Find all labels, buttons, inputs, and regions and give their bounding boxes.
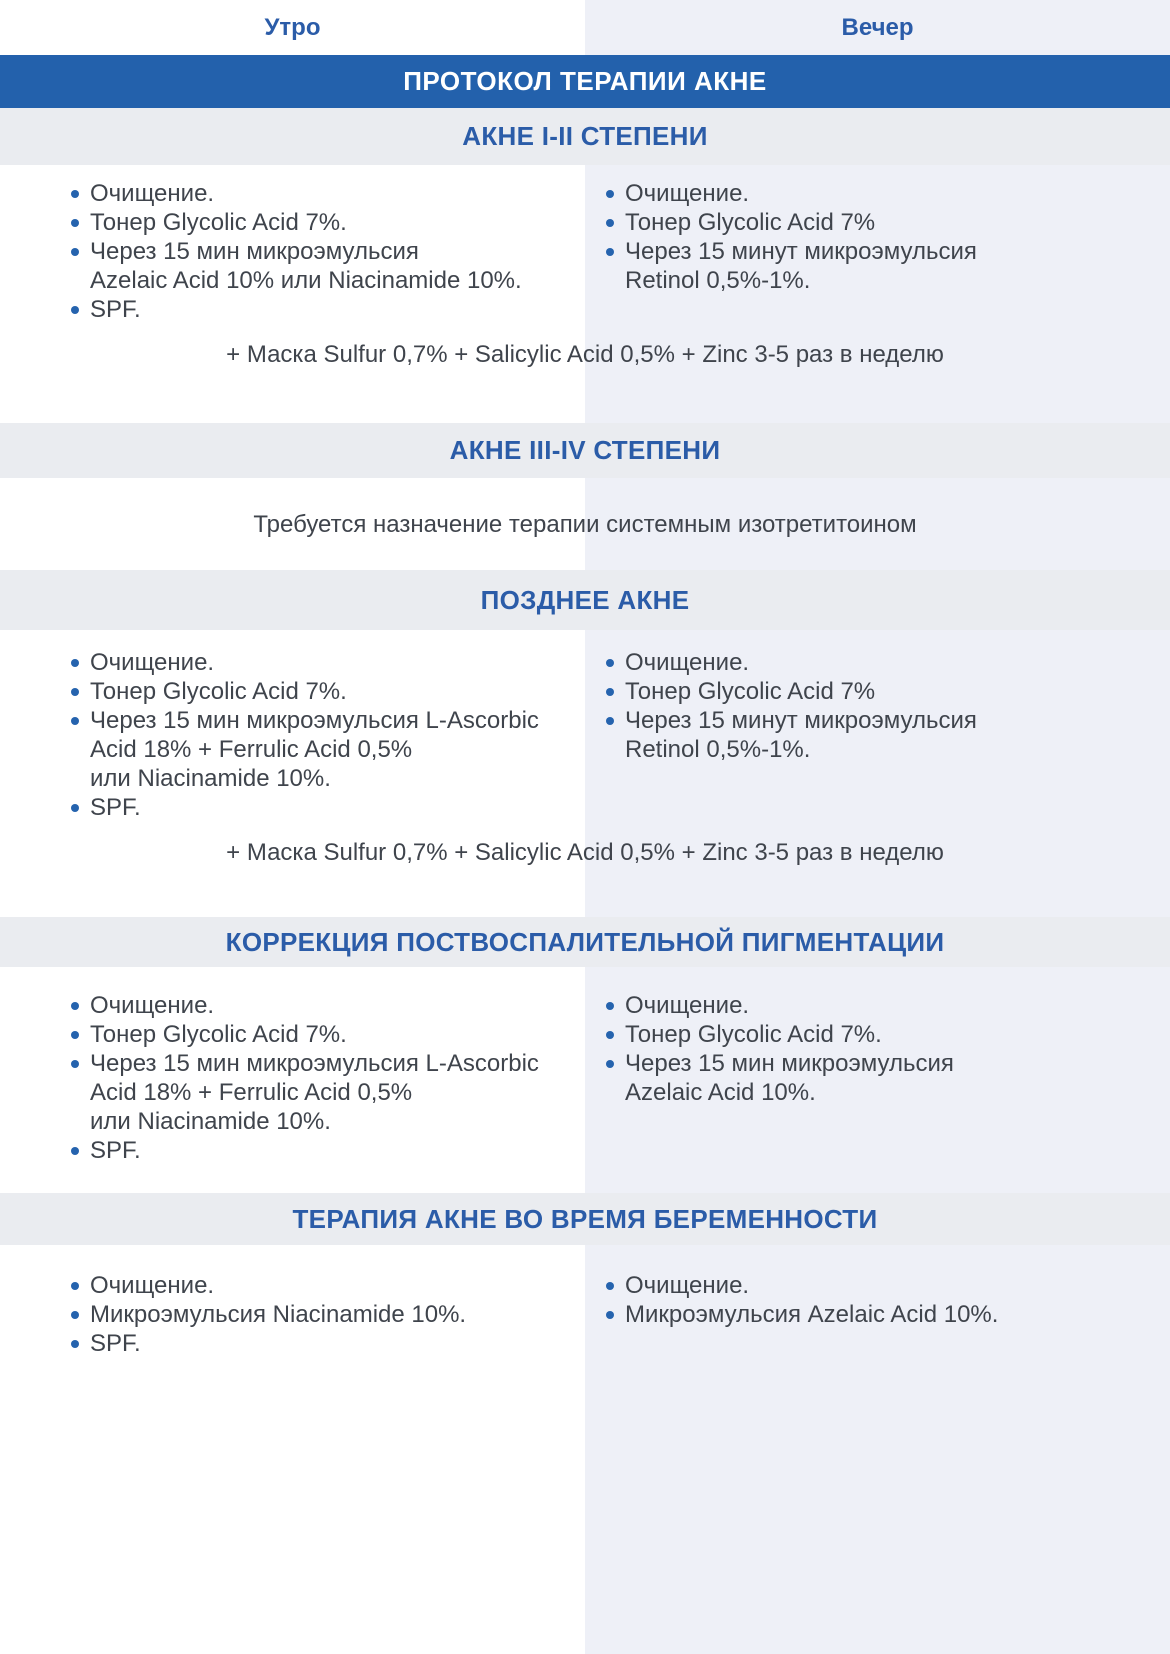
section-title-text: ТЕРАПИЯ АКНЕ ВО ВРЕМЯ БЕРЕМЕННОСТИ	[292, 1203, 878, 1234]
morning-steps-list	[0, 967, 585, 1165]
bullet-icon	[71, 1060, 79, 1068]
treatment-step: SPF.	[90, 295, 575, 324]
bullet-icon	[606, 1002, 614, 1010]
protocol-title-banner	[0, 55, 1170, 108]
bullet-icon	[71, 306, 79, 314]
treatment-step: Микроэмульсия Niacinamide 10%.	[90, 1300, 575, 1329]
bullet-icon	[71, 688, 79, 696]
section-title-late-acne	[0, 570, 1170, 630]
treatment-step: Тонер Glycolic Acid 7%.	[90, 677, 575, 706]
morning-column	[0, 1245, 585, 1358]
evening-steps-list	[585, 165, 1170, 295]
bullet-icon	[71, 717, 79, 725]
morning-column	[0, 165, 585, 324]
treatment-step: Очищение.	[90, 648, 575, 677]
bullet-icon	[71, 659, 79, 667]
section-title-acne-1-2	[0, 108, 1170, 165]
bullet-icon	[71, 1311, 79, 1319]
morning-steps-list	[0, 1245, 585, 1358]
morning-column	[0, 967, 585, 1165]
evening-column	[585, 630, 1170, 822]
section-content-acne-1-2	[0, 165, 1170, 423]
section-content-acne-3-4	[0, 478, 1170, 570]
bullet-icon	[71, 219, 79, 227]
evening-column	[585, 1245, 1170, 1358]
bullet-icon	[606, 1060, 614, 1068]
treatment-step: Микроэмульсия Azelaic Acid 10%.	[625, 1300, 1160, 1329]
section-title-text: КОРРЕКЦИЯ ПОСТВОСПАЛИТЕЛЬНОЙ ПИГМЕНТАЦИИ	[225, 926, 945, 957]
treatment-step: Очищение.	[625, 648, 1160, 677]
treatment-step: Очищение.	[625, 1271, 1160, 1300]
morning-column	[0, 630, 585, 822]
section-title-text: ПОЗДНЕЕ АКНЕ	[480, 584, 690, 615]
bullet-icon	[71, 804, 79, 812]
evening-column	[585, 165, 1170, 324]
bullet-icon	[71, 248, 79, 256]
bullet-icon	[606, 1031, 614, 1039]
bullet-icon	[606, 1282, 614, 1290]
section-title-pregnancy	[0, 1193, 1170, 1245]
treatment-step: Через 15 мин микроэмульсия Azelaic Acid 10% или Niacinamide 10%.	[90, 237, 575, 295]
treatment-step: SPF.	[90, 1329, 575, 1358]
bullet-icon	[71, 1282, 79, 1290]
section-content-pregnancy	[0, 1245, 1170, 1654]
mask-note-line: + Маска Sulfur 0,7% + Salicylic Acid 0,5% + Zinc 3-5 раз в неделю	[226, 839, 944, 866]
bullet-icon	[71, 1340, 79, 1348]
section-title-acne-3-4	[0, 423, 1170, 478]
evening-steps-list	[585, 630, 1170, 764]
bullet-icon	[606, 219, 614, 227]
bullet-icon	[606, 248, 614, 256]
treatment-step: Очищение.	[625, 991, 1160, 1020]
treatment-step: Очищение.	[625, 179, 1160, 208]
morning-column-header: Утро	[264, 13, 321, 41]
treatment-step: Через 15 минут микроэмульсия Retinol 0,5%-1%.	[625, 237, 1160, 295]
treatment-step: Через 15 мин микроэмульсия L-Ascorbic Acid 18% + Ferrulic Acid 0,5% или Niacinamide 10%.	[90, 706, 575, 793]
treatment-step: Тонер Glycolic Acid 7%	[625, 677, 1160, 706]
section-content-late-acne	[0, 630, 1170, 917]
treatment-step: Тонер Glycolic Acid 7%	[625, 208, 1160, 237]
bullet-icon	[606, 190, 614, 198]
bullet-icon	[606, 659, 614, 667]
treatment-step: Тонер Glycolic Acid 7%.	[90, 1020, 575, 1049]
section-content-pigmentation	[0, 967, 1170, 1193]
treatment-step: Очищение.	[90, 991, 575, 1020]
treatment-step: Тонер Glycolic Acid 7%.	[625, 1020, 1160, 1049]
bullet-icon	[71, 190, 79, 198]
treatment-step: Через 15 минут микроэмульсия Retinol 0,5%-1%.	[625, 706, 1160, 764]
bullet-icon	[71, 1147, 79, 1155]
bullet-icon	[71, 1002, 79, 1010]
morning-steps-list	[0, 165, 585, 324]
treatment-step: Через 15 мин микроэмульсия Azelaic Acid 10%.	[625, 1049, 1160, 1107]
bullet-icon	[606, 688, 614, 696]
protocol-title: ПРОТОКОЛ ТЕРАПИИ АКНЕ	[403, 66, 767, 96]
treatment-step: SPF.	[90, 1136, 575, 1165]
evening-steps-list	[585, 1245, 1170, 1329]
treatment-step: Через 15 мин микроэмульсия L-Ascorbic Acid 18% + Ferrulic Acid 0,5% или Niacinamide 10%.	[90, 1049, 575, 1136]
treatment-step: Очищение.	[90, 1271, 575, 1300]
treatment-step: Тонер Glycolic Acid 7%.	[90, 208, 575, 237]
systemic-therapy-note: Требуется назначение терапии системным изотретитоином	[253, 510, 917, 538]
section-title-text: АКНЕ III-IV СТЕПЕНИ	[449, 435, 721, 465]
column-header-row	[0, 0, 1170, 55]
evening-column-header: Вечер	[841, 13, 914, 41]
bullet-icon	[71, 1031, 79, 1039]
bullet-icon	[606, 717, 614, 725]
section-title-text: АКНЕ I-II СТЕПЕНИ	[462, 121, 708, 151]
evening-steps-list	[585, 967, 1170, 1107]
section-title-pigmentation	[0, 917, 1170, 967]
evening-column	[585, 967, 1170, 1165]
mask-note-line: + Маска Sulfur 0,7% + Salicylic Acid 0,5% + Zinc 3-5 раз в неделю	[226, 341, 944, 368]
morning-steps-list	[0, 630, 585, 822]
treatment-step: Очищение.	[90, 179, 575, 208]
bullet-icon	[606, 1311, 614, 1319]
treatment-step: SPF.	[90, 793, 575, 822]
